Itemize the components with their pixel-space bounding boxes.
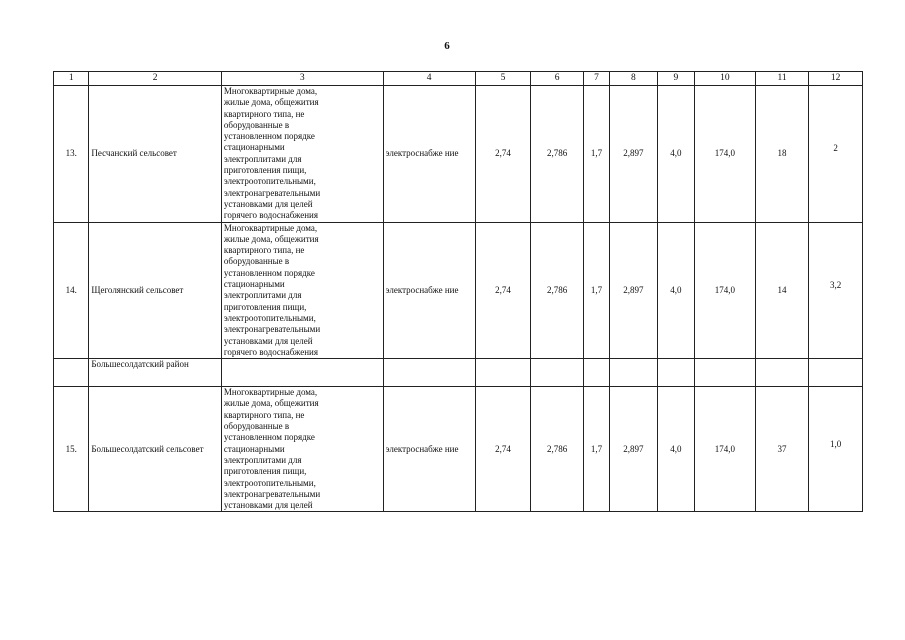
- value-cell-12: [809, 86, 863, 223]
- description-line: стационарными: [223, 443, 285, 454]
- column-number-row: [54, 72, 863, 86]
- table-row: [54, 387, 863, 512]
- empty-cell: [695, 359, 756, 387]
- empty-cell: [475, 359, 531, 387]
- description-line: электроплитами для: [223, 454, 302, 465]
- description-line: горячего водоснабжения: [223, 346, 318, 357]
- description-line: жилые дома, общежития: [223, 97, 319, 108]
- value-cell-8: 2,897: [610, 86, 658, 223]
- value-cell-12: [809, 222, 863, 359]
- value-cell-9: 4,0: [657, 387, 694, 512]
- value-cell-6: 2,786: [531, 222, 584, 359]
- empty-cell: [755, 359, 809, 387]
- column-header: 7: [583, 72, 609, 86]
- row-number-cell: 13.: [54, 86, 89, 223]
- table-body: [54, 72, 863, 512]
- table-row: [54, 86, 863, 223]
- value-cell-9: 4,0: [657, 86, 694, 223]
- value-cell-7: 1,7: [583, 387, 609, 512]
- value-cell-6: 2,786: [531, 387, 584, 512]
- settlement-name-cell: Щеголянский сельсовет: [89, 222, 221, 359]
- description-line: квартирного типа, не: [223, 245, 305, 256]
- value-cell-5: 2,74: [475, 222, 531, 359]
- description-line: установленном порядке: [223, 432, 315, 443]
- value-12-text: 2: [833, 143, 838, 154]
- column-header: 1: [54, 72, 89, 86]
- value-cell-11: 37: [755, 387, 809, 512]
- column-header: 10: [695, 72, 756, 86]
- settlement-name-cell: Большесолдатский сельсовет: [89, 387, 221, 512]
- description-line: оборудованные в: [223, 119, 290, 130]
- description-line: электроотопительными,: [223, 176, 316, 187]
- empty-cell: [383, 359, 475, 387]
- empty-cell: [531, 359, 584, 387]
- description-line: Многоквартирные дома,: [223, 222, 318, 233]
- consumer-description-cell: [221, 222, 383, 359]
- description-line: электроотопительными,: [223, 477, 316, 488]
- empty-cell: [610, 359, 658, 387]
- value-cell-11: 18: [755, 86, 809, 223]
- value-cell-7: 1,7: [583, 222, 609, 359]
- value-cell-11: 14: [755, 222, 809, 359]
- column-header: 5: [475, 72, 531, 86]
- description-line: приготовления пищи,: [223, 466, 307, 477]
- value-cell-8: 2,897: [610, 387, 658, 512]
- row-number-cell: 14.: [54, 222, 89, 359]
- column-header: 12: [809, 72, 863, 86]
- service-kind-cell: электроснабже ние: [383, 86, 475, 223]
- description-line: жилые дома, общежития: [223, 398, 319, 409]
- column-header: 4: [383, 72, 475, 86]
- value-cell-10: 174,0: [695, 387, 756, 512]
- value-cell-7: 1,7: [583, 86, 609, 223]
- value-cell-12: [809, 387, 863, 512]
- description-line: квартирного типа, не: [223, 409, 305, 420]
- empty-cell: [657, 359, 694, 387]
- description-line: квартирного типа, не: [223, 108, 305, 119]
- description-line: установками для целей: [223, 335, 313, 346]
- table-row: [54, 222, 863, 359]
- value-cell-5: 2,74: [475, 387, 531, 512]
- row-number-cell: [54, 359, 89, 387]
- description-line: стационарными: [223, 142, 285, 153]
- settlement-name-cell: Песчанский сельсовет: [89, 86, 221, 223]
- description-line: электроотопительными,: [223, 312, 316, 323]
- description-line: установками для целей: [223, 198, 313, 209]
- service-kind-cell: электроснабже ние: [383, 222, 475, 359]
- description-line: приготовления пищи,: [223, 301, 307, 312]
- value-cell-8: 2,897: [610, 222, 658, 359]
- column-header: 11: [755, 72, 809, 86]
- description-line: горячего водоснабжения: [223, 210, 318, 221]
- district-header-row: [54, 359, 863, 387]
- column-header: 8: [610, 72, 658, 86]
- row-number-cell: 15.: [54, 387, 89, 512]
- description-line: электронагревательными: [223, 488, 321, 499]
- district-name-cell: Большесолдатский район: [89, 359, 221, 387]
- description-line: электроплитами для: [223, 290, 302, 301]
- empty-cell: [221, 359, 383, 387]
- description-line: оборудованные в: [223, 256, 290, 267]
- description-line: Многоквартирные дома,: [223, 387, 318, 398]
- description-line: стационарными: [223, 279, 285, 290]
- consumer-description-cell: [221, 387, 383, 512]
- description-line: установленном порядке: [223, 267, 315, 278]
- value-cell-10: 174,0: [695, 86, 756, 223]
- value-12-text: 1,0: [830, 438, 842, 449]
- column-header: 3: [221, 72, 383, 86]
- description-line: установленном порядке: [223, 131, 315, 142]
- value-cell-10: 174,0: [695, 222, 756, 359]
- column-header: 2: [89, 72, 221, 86]
- consumer-description-cell: [221, 86, 383, 223]
- description-line: установками для целей: [223, 500, 313, 511]
- description-line: электронагревательными: [223, 324, 321, 335]
- value-cell-9: 4,0: [657, 222, 694, 359]
- value-cell-6: 2,786: [531, 86, 584, 223]
- description-line: электронагревательными: [223, 187, 321, 198]
- empty-cell: [583, 359, 609, 387]
- column-header: 9: [657, 72, 694, 86]
- empty-cell: [809, 359, 863, 387]
- description-line: приготовления пищи,: [223, 165, 307, 176]
- service-kind-cell: электроснабже ние: [383, 387, 475, 512]
- description-line: жилые дома, общежития: [223, 233, 319, 244]
- value-12-text: 3,2: [830, 279, 842, 290]
- description-line: электроплитами для: [223, 153, 302, 164]
- column-header: 6: [531, 72, 584, 86]
- value-cell-5: 2,74: [475, 86, 531, 223]
- page-number: 6: [444, 40, 450, 52]
- tariff-table: [53, 71, 863, 512]
- description-line: Многоквартирные дома,: [223, 86, 318, 96]
- description-line: оборудованные в: [223, 421, 290, 432]
